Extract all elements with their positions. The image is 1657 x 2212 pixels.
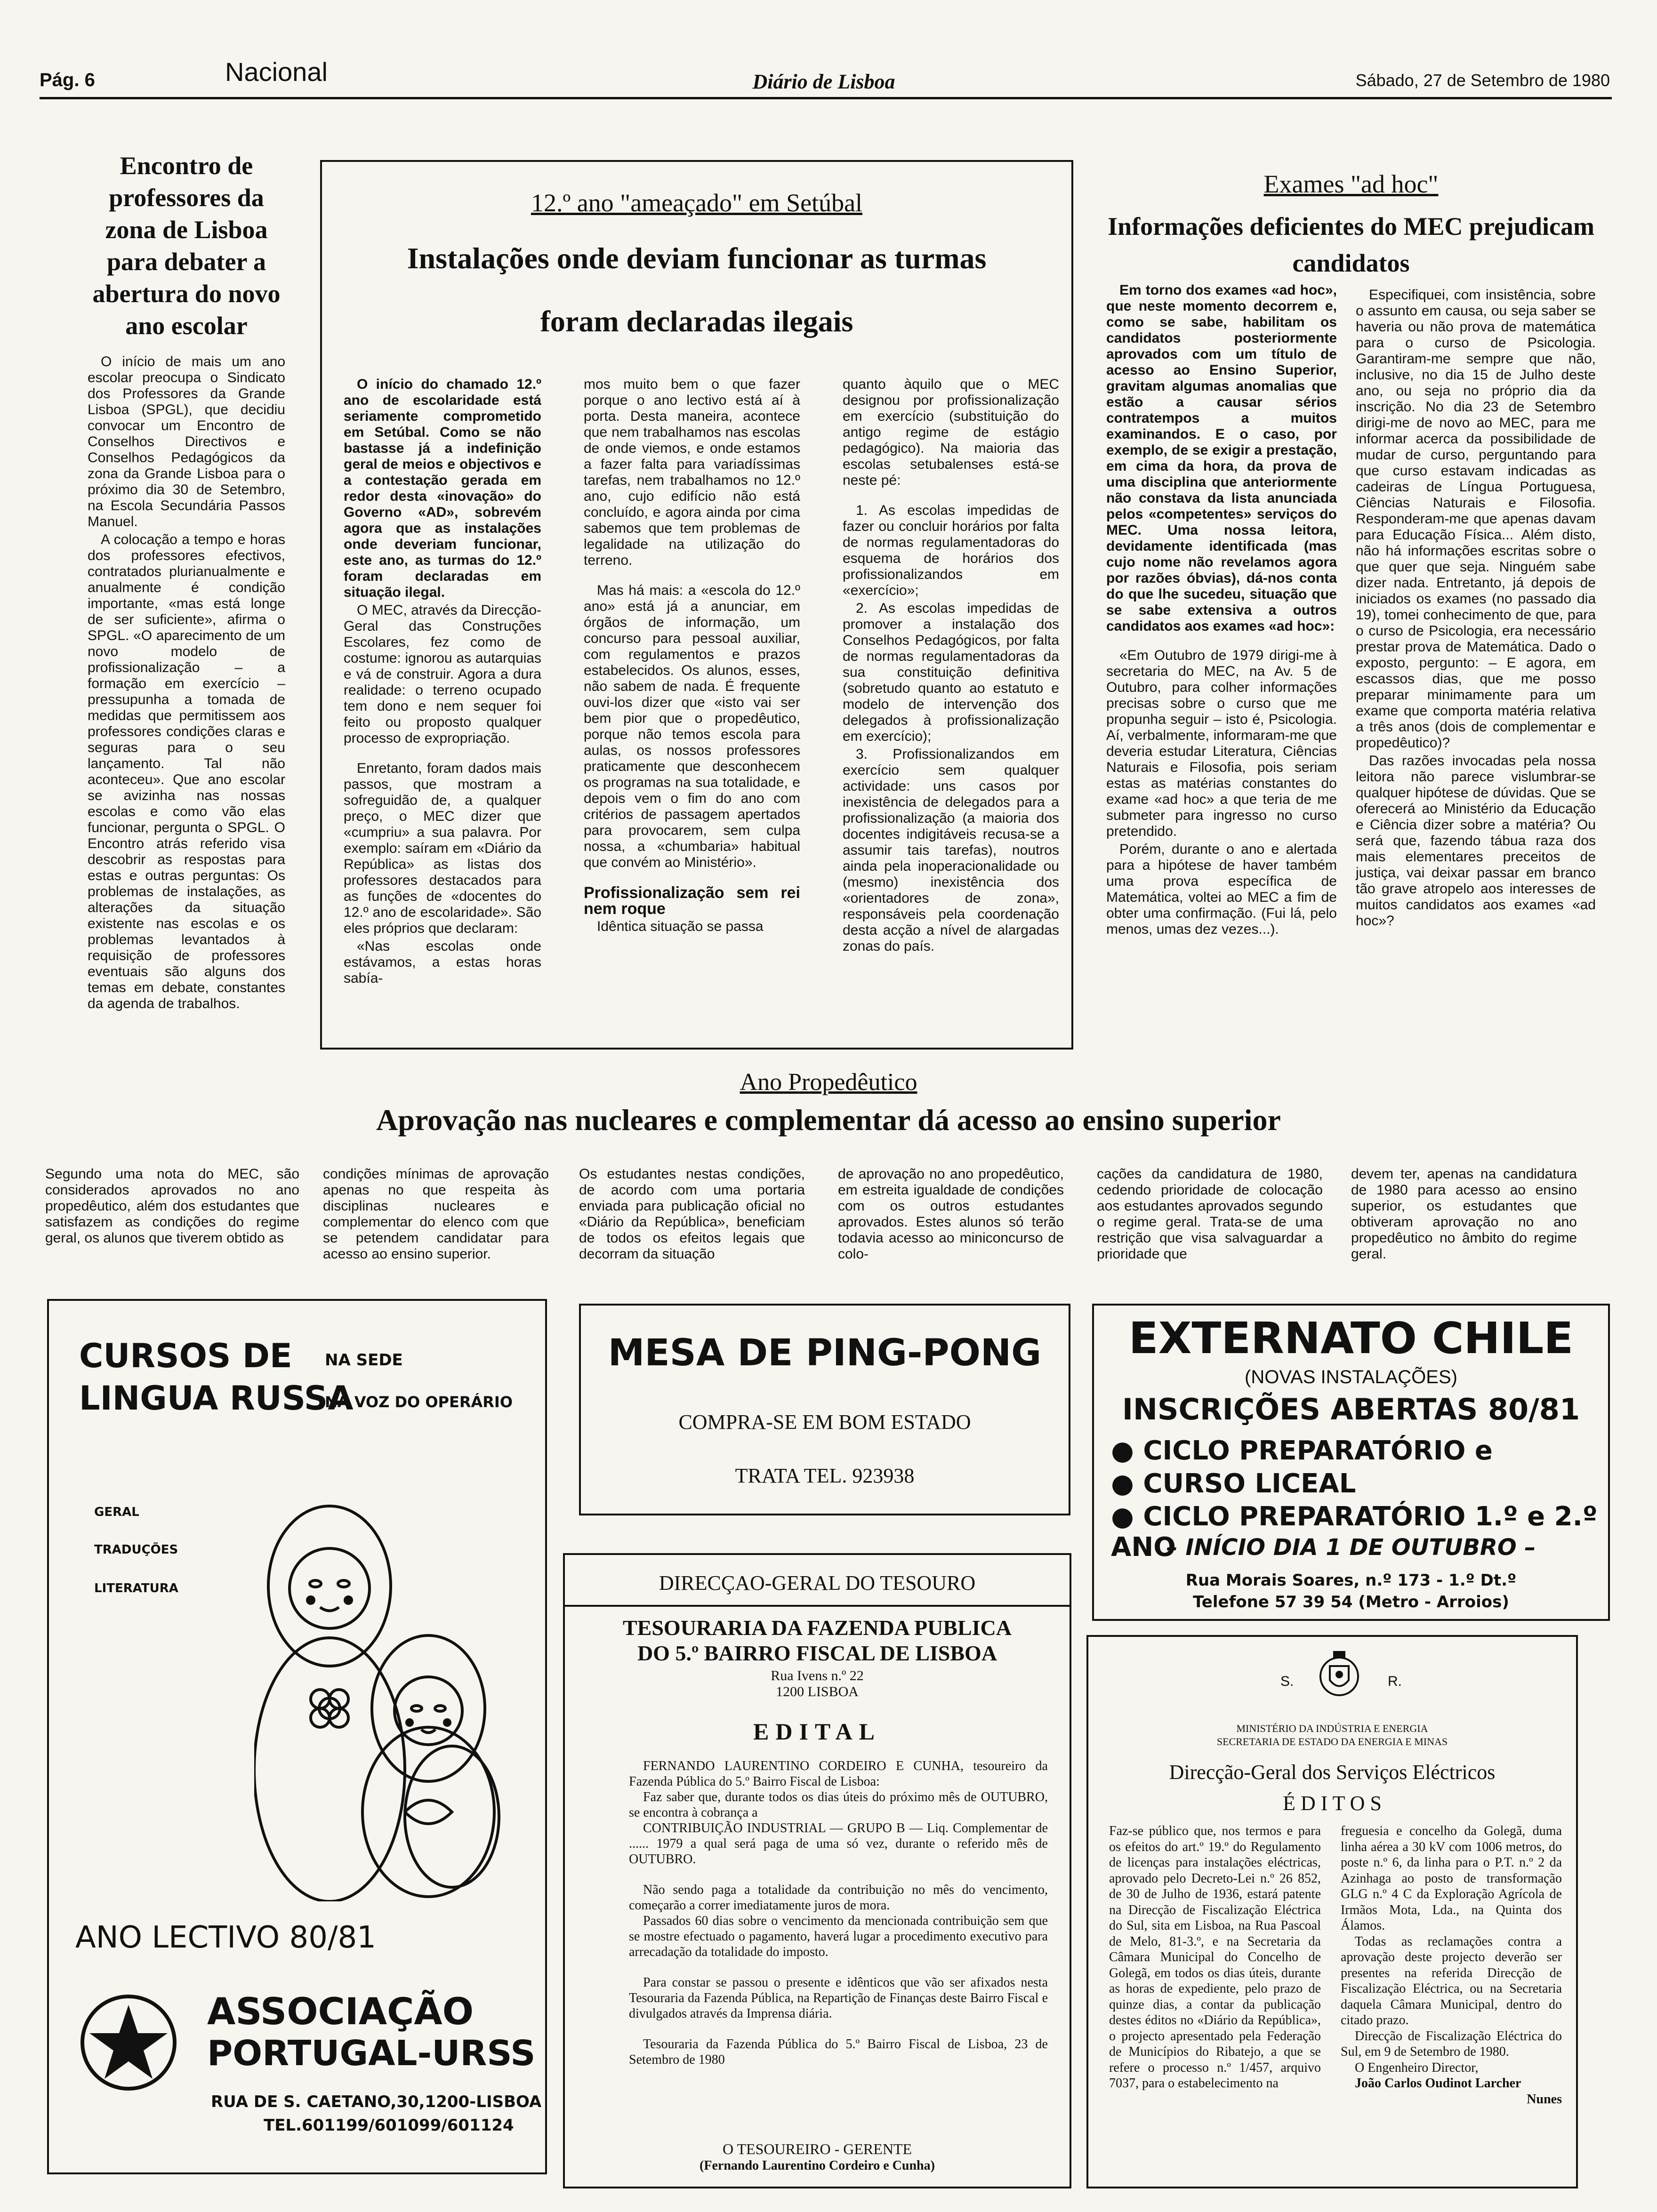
edital-paragraph: Faz saber que, durante todos os dias úteis do próximo mês de OUTUBRO, se encontra à cobrança a: [629, 1790, 1048, 1820]
edital-paragraph: Tesouraria da Fazenda Pública do 5.º Bairro Fiscal de Lisboa, 23 de Setembro de 1980: [629, 2037, 1048, 2067]
ad-item: ● CURSO LICEAL: [1111, 1468, 1356, 1499]
page-number: Pág. 6: [40, 70, 95, 90]
editos-paragraph: Direcção de Fiscalização Eléctrica do Sul, em 9 de Setembro de 1980.: [1341, 2028, 1562, 2059]
article-kicker: 12.º ano "ameaçado" em Setúbal: [531, 189, 863, 217]
seal-letter: R.: [1388, 1674, 1402, 1689]
article-paragraph: «Nas escolas onde estávamos, a estas horas sabía-: [344, 938, 541, 986]
ad-item: GERAL: [94, 1505, 139, 1519]
editos-signature: O Engenheiro Director,: [1355, 2060, 1479, 2075]
masthead: Diário de Lisboa: [752, 70, 895, 93]
propedeutico-col: condições mínimas de aprovação apenas no que respeita às disciplinas nucleares e complementar do elenco com que se petendem candidatar para acesso ao ensino superior.: [323, 1166, 549, 1262]
ad-title: EXTERNATO CHILE: [1128, 1313, 1574, 1363]
ad-address: Rua Morais Soares, n.º 173 - 1.º Dt.º: [1185, 1571, 1517, 1590]
article-paragraph: mos muito bem o que fazer porque o ano lectivo está aí à porta. Desta maneira, acontece que nem trabalhamos nas escolas de onde viemos, e onde estamos a fazer falta para variadíssimas tarefas, nem trabalhamos no 12.º ano, cujo edifício não está concluído, e agora ainda por cima sabemos que tem problemas de legalidade na utilização do terreno.: [584, 377, 800, 568]
ad-title-side: NA SEDE: [325, 1351, 403, 1370]
article-paragraph: «Em Outubro de 1979 dirigi-me à secretaria do MEC, na Av. 5 de Outubro, para colher informações precisas sobre o curso que me propunha seguir – isto é, Psicologia. Aí, verbalmente, informaram-me que deveria estudar Literatura, Ciências Naturais e Filosofia, pois seriam estas as matérias constantes do exame «ad hoc» a que teria de me submeter para ingresso no curso pretendido.: [1106, 648, 1337, 839]
article-setubal-col1: [344, 377, 541, 988]
editos-col: Faz-se público que, nos termos e para os efeitos do art.º 19.º do Regulamento de licenças para instalações eléctricas, aprovado pelo Decreto-Lei n.º 26 852, de 30 de Julho de 1936, estará patente na Direcção de Fiscalização Eléctrica do Sul, sita em Lisboa, na Rua Pascoal de Melo, 81-3.º, e na Secretaria da Câmara Municipal do Concelho de Golegã, em todos os dias úteis, durante as horas de expediente, pelo prazo de quinze dias, a contar da publicação destes éditos no «Diário da República», o projecto apresentado pela Federação de Municípios do Ribatejo, a que se refere o processo n.º 1/457, arquivo 7037, para o estabelecimento na: [1109, 1824, 1321, 2091]
ad-subtitle: TESOURARIA DA FAZENDA PUBLICA: [622, 1616, 1012, 1640]
ad-address: Rua Ivens n.º 22: [771, 1668, 864, 1683]
ad-item: ● CICLO PREPARATÓRIO e: [1111, 1435, 1493, 1466]
article-lead: O início do chamado 12.º ano de escolaridade está seriamente comprometido em Setúbal. Como se não bastasse já a indefinição geral de meios e objectivos e a contestação gerada em redor desta «inovação» do Governo «AD», sobrevém agora que as instalações onde deveriam funcionar, este ano, as turmas do 12.º foram declaradas em situação ilegal.: [344, 377, 541, 600]
ad-signature: O TESOUREIRO - GERENTE: [722, 2140, 912, 2157]
ad-edital-title: EDITAL: [753, 1718, 881, 1745]
ad-phone: TEL.601199/601099/601124: [264, 2116, 514, 2135]
ad-editos-title: É D I T O S: [1283, 1792, 1382, 1815]
article-setubal: [330, 188, 1064, 339]
article-headline: Encontro de professores da zona de Lisboa para debater a abertura do novo ano escolar: [92, 152, 281, 340]
header-rule: [40, 97, 1612, 99]
ad-title-side: NA VOZ DO OPERÁRIO: [325, 1393, 513, 1411]
ad-org: PORTUGAL-URSS: [207, 2033, 536, 2074]
article-headline: foram declaradas ilegais: [540, 305, 853, 338]
article-paragraph: quanto àquilo que o MEC designou por profissionalização em exercício (substituição do antigo regime de estágio pedagógico). Na maioria das escolas setubalenses está-se neste pé:: [843, 377, 1059, 488]
ad-item-text: CICLO PREPARATÓRIO e: [1143, 1435, 1493, 1466]
article-headline: Aprovação nas nucleares e complementar dá acesso ao ensino superior: [376, 1103, 1281, 1137]
ad-item: ● CICLO PREPARATÓRIO 1.º e 2.º ANO: [1111, 1501, 1598, 1563]
ad-address: RUA DE S. CAETANO,30,1200-LISBOA: [211, 2092, 542, 2111]
editos-paragraph: Todas as reclamações contra a aprovação deste projecto deverão ser presentes na referida Direcção de Fiscalização Eléctrica, ou na Secretaria daquela Câmara Municipal, dentro do citado prazo.: [1341, 1934, 1562, 2028]
ad-item-text: CURSO LICEAL: [1143, 1468, 1356, 1499]
propedeutico-col: cações da candidatura de 1980, cedendo prioridade de colocação aos estudantes aprovados segundo o regime geral. Trata-se de uma restrição que visa salvaguardar a prioridade que: [1097, 1166, 1323, 1262]
issue-date: Sábado, 27 de Setembro de 1980: [1355, 71, 1610, 90]
article-exames: [1102, 169, 1601, 281]
article-lead: Em torno dos exames «ad hoc», que neste momento decorrem e, como se sabe, habilitam os candidatos posteriormente aprovados com um título de acesso ao Ensino Superior, gravitam algumas anomalias que estão a causar sérios contratempos a muitos examinandos. E o caso, por exemplo, de se exigir a prestação, em cima da hora, da prova de uma disciplina que anteriormente não constava da lista anunciada pelos «competentes» serviços do MEC. Uma nossa leitora, devidamente identificada (mas cujo nome não revelamos agora por razões óbvias), dá-nos conta do que lhe sucedeu, situação que se sabe extensiva a outros candidatos aos exames «ad hoc»:: [1106, 282, 1337, 634]
article-paragraph: 2. As escolas impedidas de promover a instalação dos Conselhos Pedagógicos, por falta de normas regulamentadoras da sua constituição definitiva (sobretudo quanto ao estatuto e modelo de intervenção dos delegados à profissionalização em exercício);: [843, 601, 1059, 744]
ad-subtitle: DO 5.º BAIRRO FISCAL DE LISBOA: [637, 1641, 997, 1665]
article-setubal-col2: [584, 377, 800, 937]
article-paragraph: 1. As escolas impedidas de fazer ou concluir horários por falta de normas regulamentadoras do esquema de horários dos profissionalizandos em «exercício»;: [843, 503, 1059, 598]
ad-phone: Telefone 57 39 54 (Metro - Arroios): [1193, 1593, 1509, 1611]
article-paragraph: A colocação a tempo e horas dos professores efectivos, contratados plurianualmente e anualmente é condição importante, «mas está longe de ser suficiente», afirma o SPGL. «O aparecimento de um novo modelo de profissionalização – a formação em exercício – pressupunha a tomada de medidas que permitissem aos professores condições claras e seguras para o seu lançamento. Tal não aconteceu». Que ano escolar se avizinha nas nossas escolas e como vão elas funcionar, pergunta o SPGL. O Encontro atrás referido visa descobrir as respostas para estas e outras perguntas: Os problemas de instalações, as alterações da situação existente nas escolas e os problemas levantados à requisição de professores eventuais são alguns dos temas em debate, constantes da agenda de trabalhos.: [88, 532, 285, 1011]
coat-of-arms-icon: [1313, 1647, 1365, 1704]
article-paragraph: Mas há mais: a «escola do 12.º ano» está já a anunciar, em órgãos de informação, um concurso para pessoal auxiliar, com regulamentos e prazos estabelecidos. Os alunos, esses, não sabem de nada. É frequente ouvi-los dizer que «isto vai ser bem pior que o propedêutico, porque não temos escola para aulas, os nossos professores praticamente que desconhecem os programas na sua totalidade, e depois vem o fim do ano com critérios de passagem apertados para provocarem, sem culpa nossa, a «chumbaria» habitual que convém ao Ministério».: [584, 583, 800, 870]
article-paragraph: O MEC, através da Direcção-Geral das Construções Escolares, fez como de costume: ignorou as autarquias e vá de construir. Agora a dura realidade: o terreno ocupado tem dono e nem sequer foi feito ou proposto qualquer processo de expropriação.: [344, 602, 541, 746]
edital-paragraph: FERNANDO LAURENTINO CORDEIRO E CUNHA, tesoureiro da Fazenda Pública do 5.º Bairro Fiscal de Lisboa:: [629, 1759, 1048, 1789]
article-exames-col2: [1356, 287, 1596, 931]
article-headline: Instalações onde deviam funcionar as turmas: [407, 241, 987, 275]
ad-start: – INÍCIO DIA 1 DE OUTUBRO –: [1166, 1534, 1536, 1561]
article-exames-col1: [1106, 282, 1337, 939]
ad-item: TRADUÇÕES: [94, 1543, 178, 1557]
ad-subtitle: (NOVAS INSTALAÇÕES): [1245, 1367, 1457, 1387]
article-paragraph: Das razões invocadas pela nossa leitora não parece vislumbrar-se qualquer hipótese de dúvidas. Que se oferecerá ao Ministério da Educação e Ciência dizer sobre a matéria? Ou será que, fazendo tábua raza dos mais elementares preceitos de justiça, vai deixar passar em branco tão grave atropelo aos interesses de muitos candidatos aos exames «ad hoc»?: [1356, 753, 1596, 929]
article-kicker: Ano Propedêutico: [740, 1069, 917, 1096]
ad-line: COMPRA-SE EM BOM ESTADO: [678, 1411, 971, 1434]
ad-year: ANO LECTIVO 80/81: [75, 1920, 376, 1955]
edital-paragraph: Passados 60 dias sobre o vencimento da mencionada contribuição sem que se mostre efectuado o pagamento, haverá lugar a procedimento executivo para arrecadação da totalidade do imposto.: [629, 1914, 1048, 1959]
article-setubal-col3: [843, 377, 1059, 956]
ad-org: ASSOCIAÇÃO: [207, 1991, 474, 2033]
article-paragraph: 3. Profissionalizandos em exercício sem qualquer actividade: uns casos por inexistência de delegados para a profissionalização (a maioria dos docentes indigitáveis recusa-se a assumir tais tarefas), noutros ainda pela inoperacionalidade ou (mesmo) inexistência dos «orientadores de zona», responsáveis pela coordenação desta acção a nível de alargadas zonas do país.: [843, 746, 1059, 954]
article-paragraph: Especifiquei, com insistência, sobre o assunto em causa, ou seja saber se haveria ou não prova de matemática para o curso de Psicologia. Garantiram-me sempre que não, inclusive, no dia 15 de Julho deste ano, ou seja no próprio dia da inscrição. No dia 23 de Setembro dirigi-me de novo ao MEC, para me informar acerca da possibilidade de mudar de curso, perguntando para que curso estavam indicadas as cadeiras de Língua Portuguesa, Ciências Naturais e Filosofia. Responderam-me que apenas davam para Educação Física... Além disto, não há informações escritas sobre o que quer que seja. Ninguém sabe dizer nada. Entretanto, já depois de iniciados os exames (no passado dia 19), tomei conhecimento de que, para o curso de Psicologia, era necessário prestar prova de Matemática. Dado o exposto, pergunto: – E agora, em escassos dias, que me posso preparar minimamente para um exame que comporta matéria relativa a três anos (dois de complementar e propedêutico)?: [1356, 287, 1596, 751]
ad-headline: INSCRIÇÕES ABERTAS 80/81: [1122, 1392, 1580, 1427]
ad-title: DIRECÇAO-GERAL DO TESOURO: [659, 1571, 976, 1595]
article-paragraph: Idêntica situação se passa: [597, 919, 764, 934]
editos-col: [1341, 1823, 1562, 2107]
editos-signature: Nunes: [1527, 2092, 1562, 2107]
propedeutico-col: de aprovação no ano propedêutico, em estreita igualdade de condições com os outros estudantes aprovados. Estes alunos só terão todavia acesso ao miniconcurso de colo-: [838, 1166, 1064, 1262]
ad-address: 1200 LISBOA: [776, 1684, 859, 1699]
editos-signature: João Carlos Oudinot Larcher: [1355, 2076, 1521, 2091]
propedeutico-col: Os estudantes nestas condições, de acordo com uma portaria enviada para publicação oficial no «Diário da República», beneficiam de todos os efeitos legais que decorram da situação: [579, 1166, 805, 1262]
seal-letter: S.: [1280, 1674, 1294, 1689]
ad-ministry: SECRETARIA DE ESTADO DA ENERGIA E MINAS: [1216, 1736, 1448, 1747]
ad-title: MESA DE PING-PONG: [608, 1332, 1042, 1374]
ad-item: LITERATURA: [94, 1581, 178, 1595]
editos-paragraph: freguesia e concelho da Golegã, duma linha aérea a 30 kV com 1006 metros, do poste n.º 6, da linha para o P.T. n.º 2 da Azinhaga ao posto de transformação GLG n.º 4 C da Exploração Agrícola de Irmãos Mota, Lda., na Quinta dos Álamos.: [1341, 1824, 1562, 1933]
section-name: Nacional: [225, 57, 328, 87]
divider: [565, 1605, 1070, 1607]
edital-paragraph: Para constar se passou o presente e idênticos que vão ser afixados nesta Tesouraria da Fazenda Pública, na Repartição de Finanças deste Bairro Fiscal e divulgados através da Imprensa diária.: [629, 1975, 1048, 2021]
ad-signature: (Fernando Laurentino Cordeiro e Cunha): [700, 2158, 935, 2173]
edital-paragraph: CONTRIBUIÇÃO INDUSTRIAL — GRUPO B — Liq. Complementar de ...... 1979 a qual será paga de uma só vez, durante o referido mês de OUTUBRO.: [629, 1821, 1048, 1867]
article-paragraph: Enretanto, foram dados mais passos, que mostram a sofreguidão de, a qualquer preço, o MEC dizer que «cumpriu» a sua palavra. Por exemplo: saíram em «Diário da República» as listas dos professores destacados para as funções de «docentes do 12.º ano de escolaridade». São eles próprios que declaram:: [344, 761, 541, 936]
ad-ministry: MINISTÉRIO DA INDÚSTRIA E ENERGIA: [1236, 1723, 1428, 1734]
matryoshka-dolls-illustration: [254, 1487, 518, 1901]
article-subhead: Profissionalização sem rei nem roque: [584, 884, 800, 918]
edital-paragraph: Não sendo paga a totalidade da contribuição no mês do vencimento, começarão a correr imediatamente juros de mora.: [629, 1883, 1048, 1913]
ad-edital-body: [629, 1758, 1048, 2068]
ad-title: Direcção-Geral dos Serviços Eléctricos: [1169, 1761, 1496, 1784]
ad-title: CURSOS DE: [79, 1337, 292, 1375]
article-headline: Informações deficientes do MEC prejudicam candidatos: [1108, 212, 1594, 277]
star-logo-icon: [79, 1993, 178, 2092]
article-kicker: Exames "ad hoc": [1263, 170, 1439, 198]
article-professores: [88, 150, 285, 1014]
article-paragraph: Porém, durante o ano e alertada para a hipótese de haver também uma prova específica de Matemática, voltei ao MEC a fim de obter uma confirmação. (Fui lá, pelo menos, umas dez vezes...).: [1106, 842, 1337, 937]
ad-item-text: CICLO PREPARATÓRIO 1.º e 2.º ANO: [1111, 1501, 1598, 1563]
propedeutico-col: devem ter, apenas na candidatura de 1980 para acesso ao ensino superior, os estudantes que obtiveram aprovação no ano propedêutico no âmbito do regime geral.: [1351, 1166, 1577, 1262]
ad-line: TRATA TEL. 923938: [735, 1464, 915, 1487]
ad-title: LINGUA RUSSA: [79, 1379, 354, 1418]
article-paragraph: O início de mais um ano escolar preocupa o Sindicato dos Professores da Grande Lisboa (SPGL), que decidiu convocar um Encontro de Conselhos Directivos e Conselhos Pedagógicos da zona da Grande Lisboa para o próximo dia 30 de Setembro, na Escola Secundária Passos Manuel.: [88, 354, 285, 529]
article-propedeutico: [47, 1068, 1610, 1138]
propedeutico-col: Segundo uma nota do MEC, são considerados aprovados no ano propedêutico, além dos estudantes que satisfazem as condições do regime geral, os alunos que tiverem obtido as: [45, 1166, 299, 1246]
